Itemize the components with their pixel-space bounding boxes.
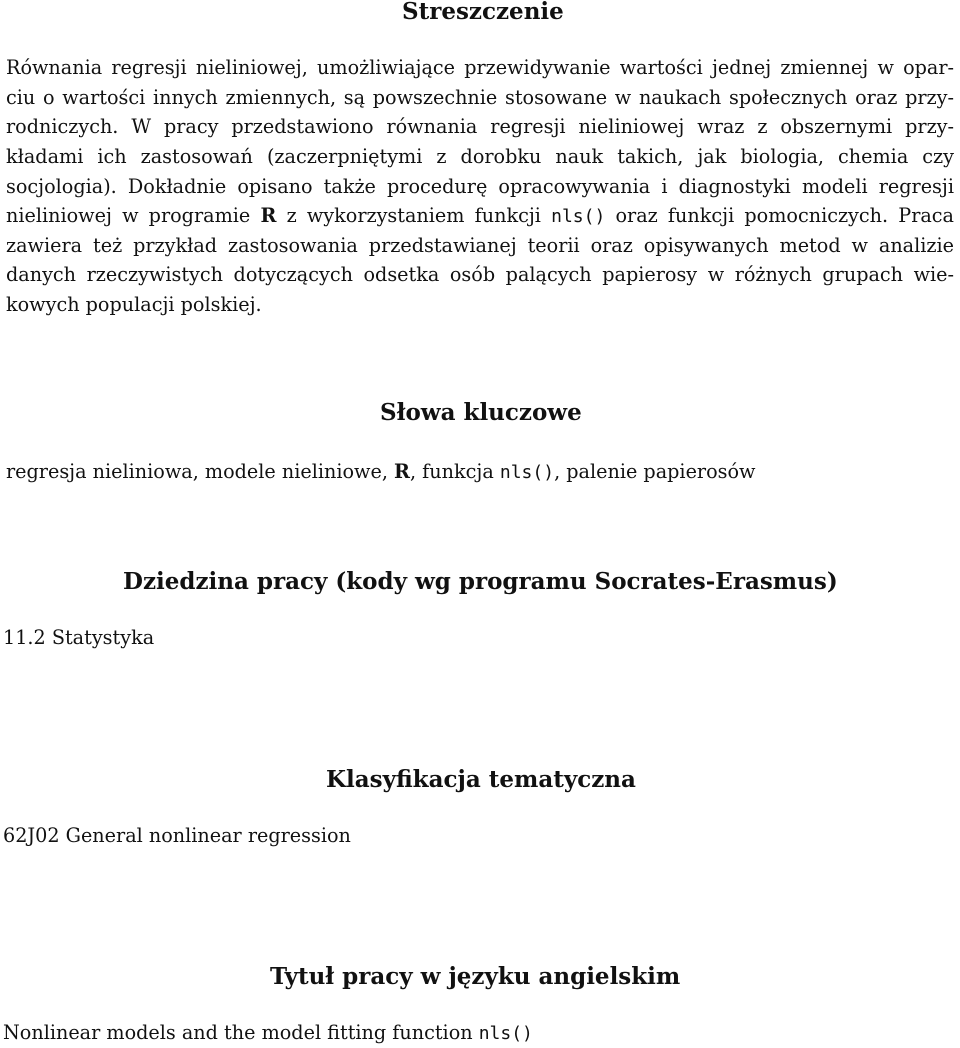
r-language-label: R — [260, 204, 277, 227]
abstract-line: danych rzeczywistych dotyczących odsetka osób palących papierosy w różnych grupach wie- — [6, 263, 954, 286]
keywords-part: regresja nieliniowa, modele nieliniowe, — [6, 460, 395, 483]
keywords-heading: Słowa kluczowe — [380, 399, 582, 426]
nls-function-code: nls() — [499, 462, 555, 483]
abstract-line — [6, 201, 954, 232]
abstract-heading: Streszczenie — [402, 0, 564, 25]
abstract-text: nieliniowej w programie — [6, 204, 261, 227]
field-value: 11.2 Statystyka — [3, 626, 155, 649]
abstract-line: Równania regresji nieliniowej, umożliwiające przewidywanie wartości jednej zmiennej w opar- — [6, 56, 954, 79]
field-heading: Dziedzina pracy (kody wg programu Socrates-Erasmus) — [123, 568, 838, 595]
english-title-heading: Tytuł pracy w języku angielskim — [270, 963, 681, 990]
english-title-value — [3, 1020, 533, 1047]
keywords-text — [6, 459, 755, 486]
abstract-line: zawiera też przykład zastosowania przedstawianej teorii oraz opisywanych metod w analizie — [6, 234, 954, 257]
abstract-line: kładami ich zastosowań (zaczerpniętymi z dorobku nauk takich, jak biologia, chemia czy — [6, 145, 954, 168]
r-language-label: R — [394, 460, 410, 483]
keywords-part: , palenie papierosów — [554, 460, 756, 483]
abstract-text: oraz funkcji pomocniczych. Praca — [605, 204, 954, 227]
english-title-text: Nonlinear models and the model fitting function — [3, 1021, 479, 1044]
nls-function-code: nls() — [478, 1023, 533, 1044]
abstract-line: rodniczych. W pracy przedstawiono równania regresji nieliniowej wraz z obszernymi przy- — [6, 115, 954, 138]
classification-value: 62J02 General nonlinear regression — [3, 824, 351, 847]
abstract-line: socjologia). Dokładnie opisano także procedurę opracowywania i diagnostyki modeli regresji — [6, 175, 954, 198]
classification-heading: Klasyfikacja tematyczna — [326, 766, 636, 793]
abstract-line: ciu o wartości innych zmiennych, są powszechnie stosowane w naukach społecznych oraz przy- — [6, 86, 954, 109]
abstract-line: kowych populacji polskiej. — [6, 293, 262, 316]
nls-function-code: nls() — [551, 206, 606, 227]
keywords-part: , funkcja — [409, 460, 500, 483]
abstract-text: z wykorzystaniem funkcji — [276, 204, 552, 227]
